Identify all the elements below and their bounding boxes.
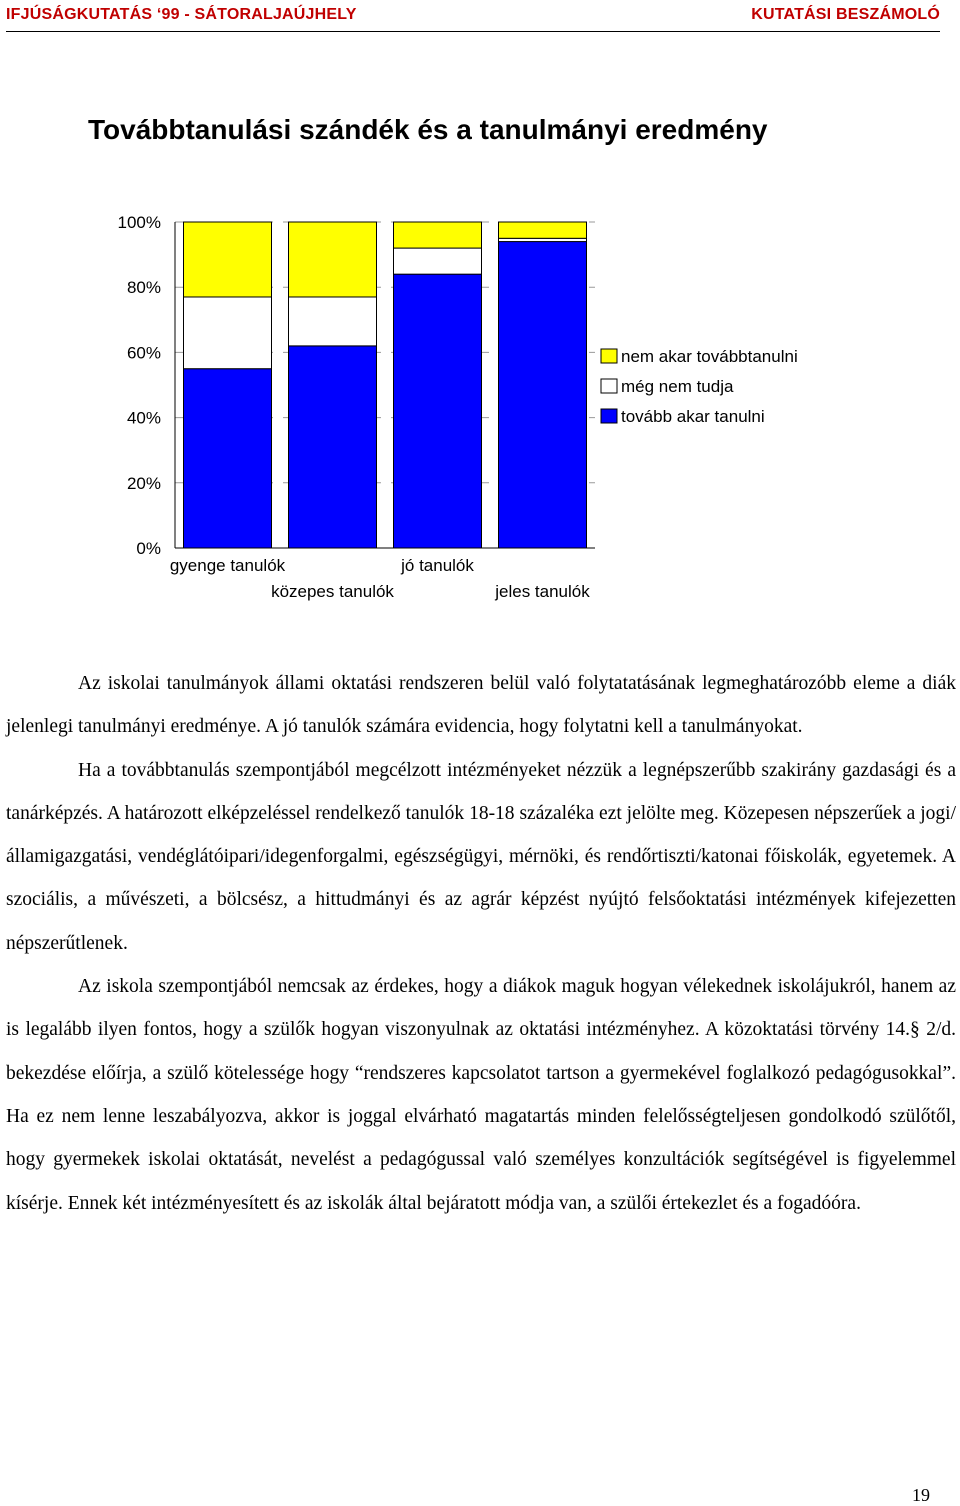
x-category-label: közepes tanulók xyxy=(271,582,394,601)
y-tick-label: 80% xyxy=(126,278,161,298)
bar-segment xyxy=(394,274,482,548)
legend-label: még nem tudja xyxy=(621,377,734,396)
body-text xyxy=(6,662,956,1225)
paragraph-2: Ha a továbbtanulás szempontjából megcélzott intézményeket nézzük a legnépszerűbb szakirány gazdasági és a tanárképzés. A határozott elképzeléssel rendelkező tanulók 18-18 százaléka ezt jelölte meg. Közepesen népszerűek a jogi/ államigazgatási, vendéglátóipari/idegenforgalmi, egészségügyi, mérnöki, és rendőrtiszti/katonai főiskolák, egyetemek. A szociális, a művészeti, a bölcsész, a hittudmányi és az agrár képzést nyújtó felsőoktatási intézmények kifejezetten népszerűtlenek. xyxy=(6,759,956,954)
bar-segment xyxy=(499,222,587,238)
paragraph-3: Az iskola szempontjából nemcsak az érdekes, hogy a diákok maguk hogyan vélekednek iskolájukról, hanem az is legalább ilyen fontos, hogy a szülők hogyan viszonyulnak az oktatási intézményhez. A közoktatási törvény 14.§ 2/d. bekezdése előírja, a szülő kötelessége hogy “rendszeres kapcsolatot tartson a gyermekével foglalkozó pedagógusokkal”. Ha ez nem lenne leszabályozva, akkor is joggal elvárható magatartás minden felelősségteljesen gondolkodó szülőtől, hogy gyermekek iskolai oktatását, nevelést a pedagógussal való személyes konzultációk segítségével is figyelemmel kísérje. Ennek két intézményesített és az iskolák által bejáratott módja van, a szülői értekezlet és a fogadóóra. xyxy=(6,976,956,1214)
x-category-label: jeles tanulók xyxy=(495,582,590,601)
legend-swatch xyxy=(601,349,617,363)
legend-swatch xyxy=(601,379,617,393)
legend-swatch xyxy=(601,409,617,423)
chart-title: Továbbtanulási szándék és a tanulmányi eredmény xyxy=(88,114,768,145)
paragraph-1: Az iskolai tanulmányok állami oktatási rendszeren belül való folytatatásának legmeghatározóbb eleme a diák jelenlegi tanulmányi eredménye. A jó tanulók számára evidencia, hogy folytatni kell a tanulmányokat. xyxy=(6,673,956,738)
bar-segment xyxy=(499,242,587,548)
header-right-text: KUTATÁSI BESZÁMOLÓ xyxy=(751,6,940,23)
y-tick-label: 40% xyxy=(126,408,161,428)
bar-segment xyxy=(289,222,377,297)
header-left-text: IFJÚSÁGKUTATÁS ‘99 - SÁTORALJAÚJHELY xyxy=(6,6,357,23)
page-number: 19 xyxy=(912,1485,930,1505)
bar-segment xyxy=(394,222,482,248)
bar-segment xyxy=(184,297,272,369)
page-header xyxy=(6,4,940,28)
legend-label: nem akar továbbtanulni xyxy=(621,347,798,366)
legend-label: tovább akar tanulni xyxy=(621,407,765,426)
header-divider xyxy=(6,31,940,32)
x-category-label: gyenge tanulók xyxy=(169,556,286,575)
bar-segment xyxy=(289,346,377,548)
stacked-bar-chart xyxy=(0,195,960,615)
y-tick-label: 20% xyxy=(126,473,161,493)
bar-segment xyxy=(289,297,377,346)
bar-segment xyxy=(394,248,482,274)
bar-segment xyxy=(184,369,272,548)
y-tick-label: 60% xyxy=(126,343,161,363)
bar-segment xyxy=(184,222,272,297)
y-tick-label: 100% xyxy=(117,213,161,232)
x-category-label: jó tanulók xyxy=(401,556,474,575)
y-tick-label: 0% xyxy=(136,539,161,558)
